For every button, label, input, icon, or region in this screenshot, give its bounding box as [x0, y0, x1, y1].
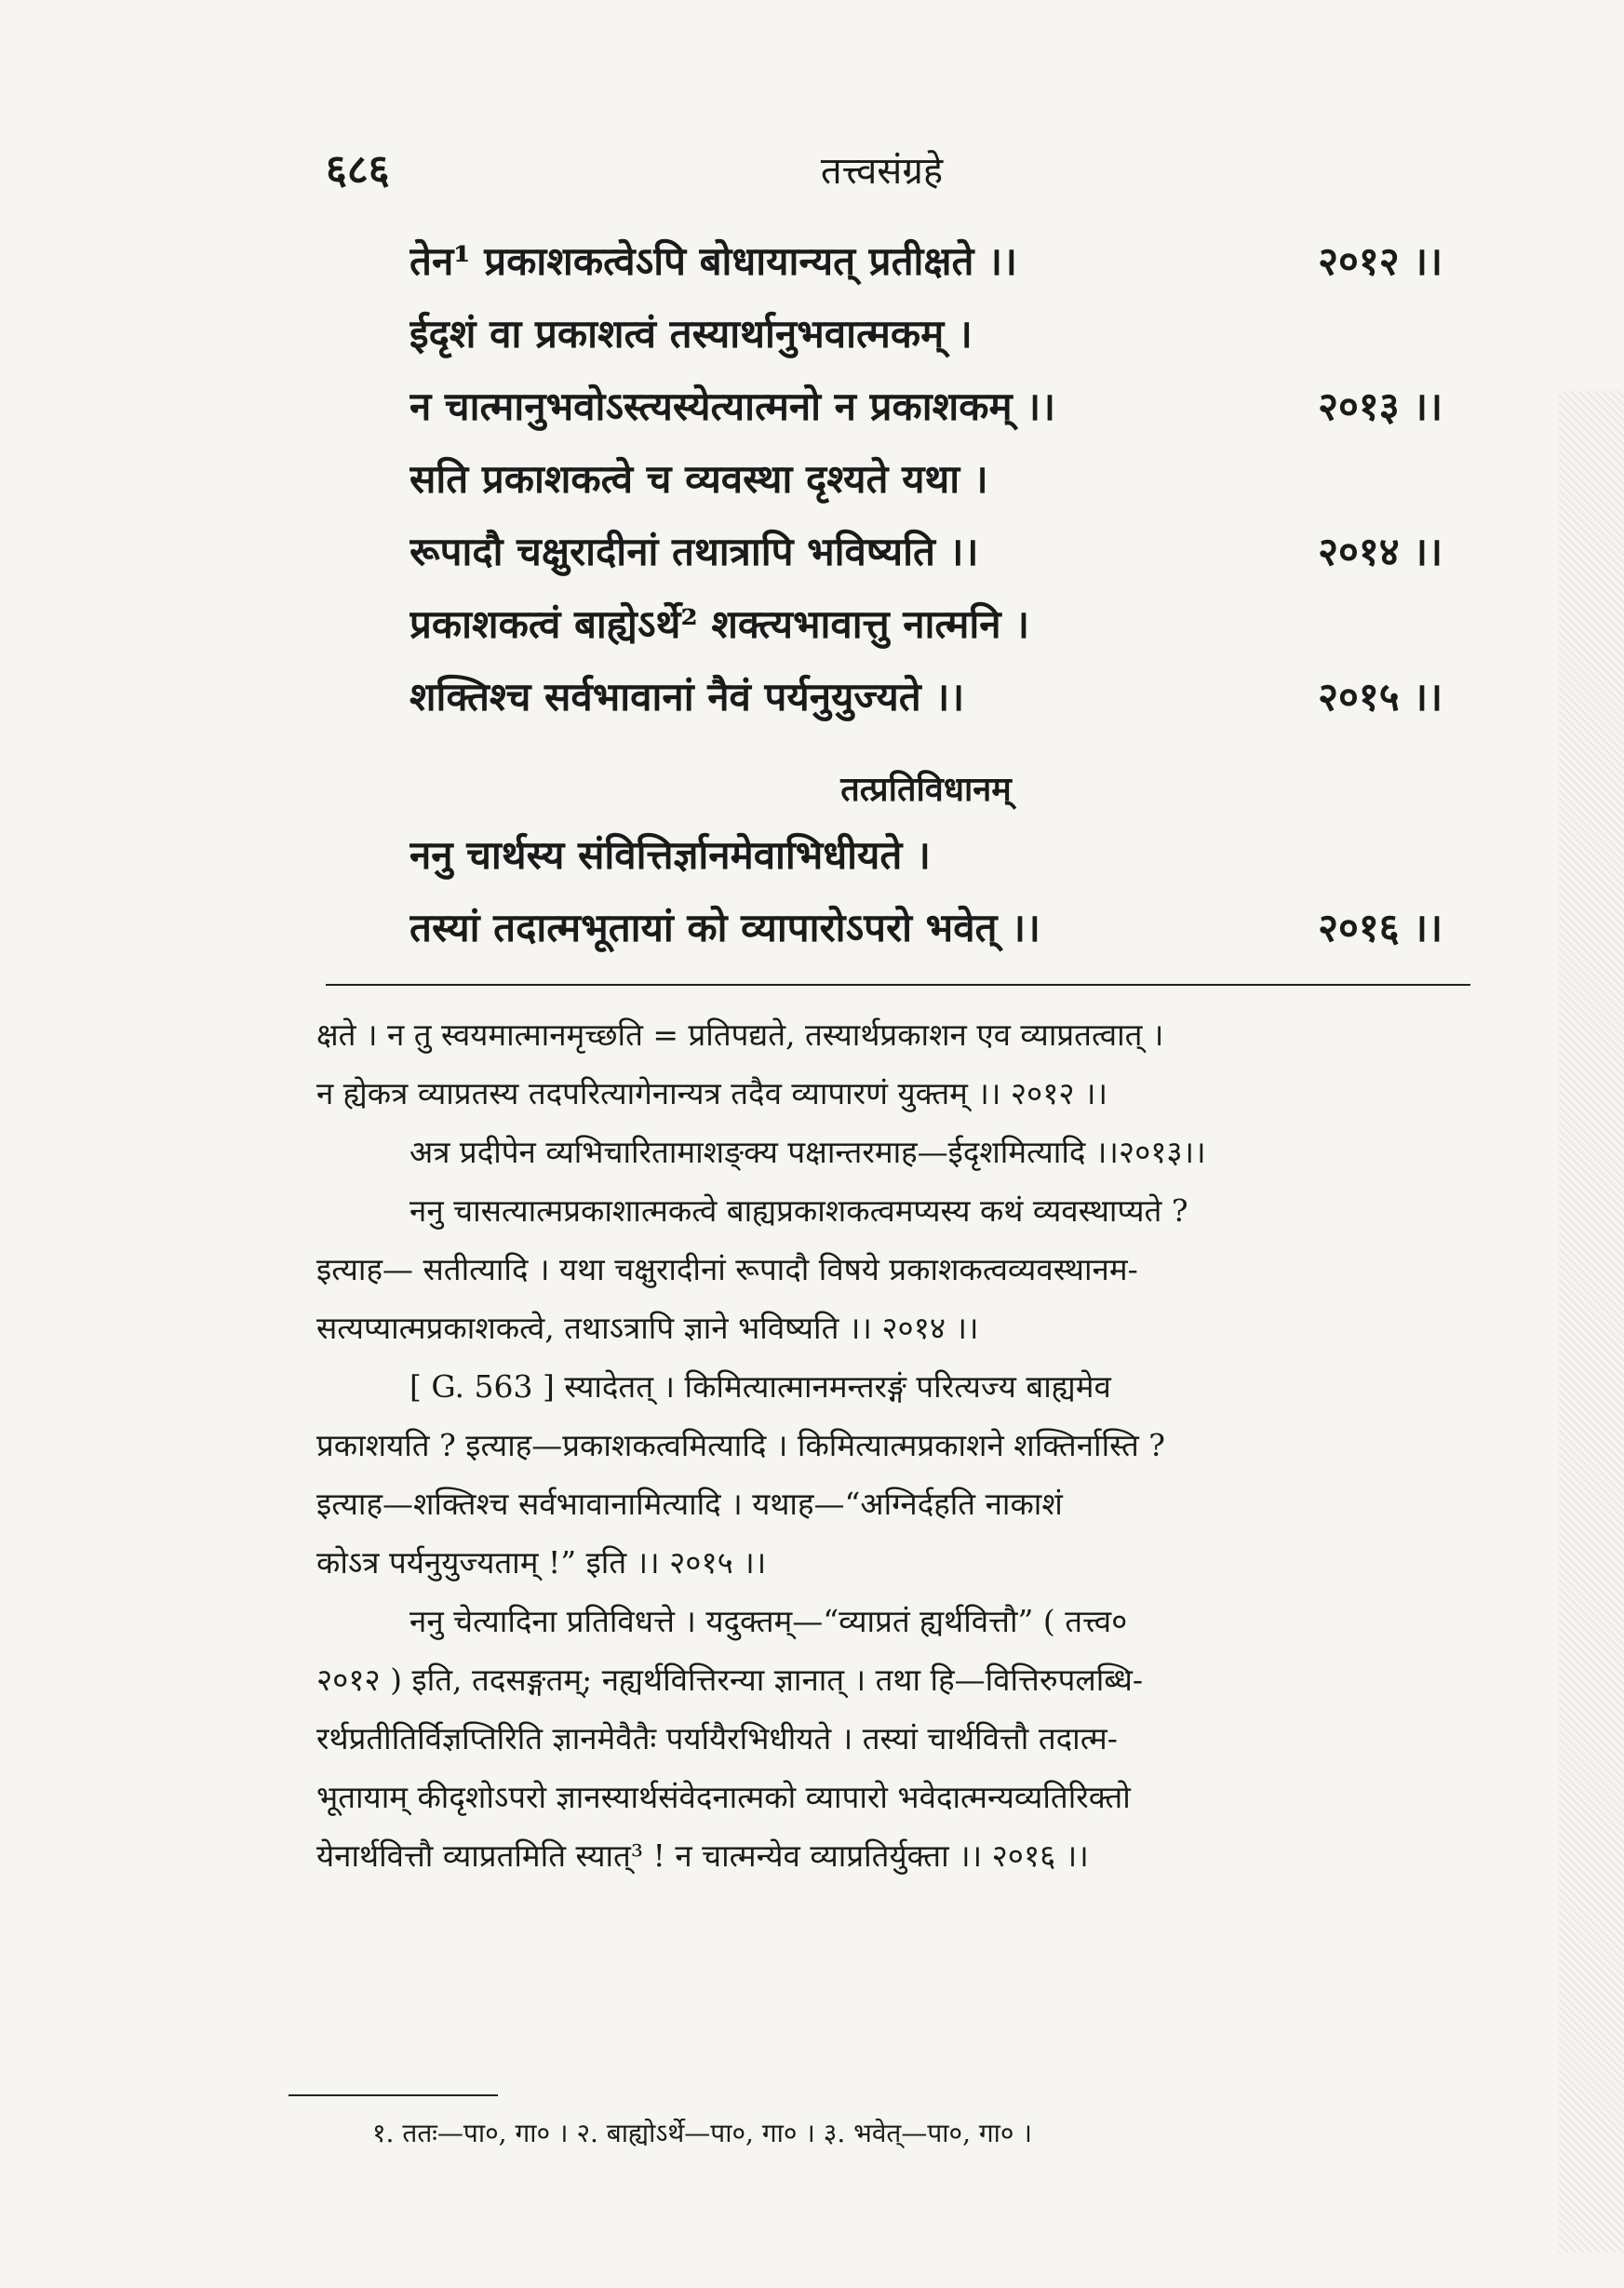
- running-title: तत्त्वसंग्रहे: [820, 150, 944, 193]
- page-header: [326, 140, 1438, 205]
- footnotes: १. ततः—पा०, गा० । २. बाह्योऽर्थे—पा०, गा० । ३. भवेत्—पा०, गा० ।: [372, 2118, 1032, 2148]
- verse-line: [409, 370, 1443, 443]
- commentary-line: ननु चासत्यात्मप्रकाशात्मकत्वे बाह्यप्रकाशकत्वमप्यस्य कथं व्यवस्थाप्यते ?: [409, 1192, 1188, 1229]
- verse-text: ननु चार्थस्य संवित्तिर्ज्ञानमेवाभिधीयते ।: [409, 832, 931, 878]
- verse-line: [409, 516, 1443, 588]
- verse-line: [409, 588, 1443, 661]
- footnote-rule: [289, 2094, 498, 2096]
- verse-line: [409, 819, 1443, 892]
- commentary-line: इत्याह—शक्तिश्च सर्वभावानामित्यादि । यथाह—“अग्निर्दहति नाकाशं: [316, 1486, 1063, 1522]
- verse-number: २०१५ ।।: [1318, 674, 1443, 720]
- verse-block-2: [409, 819, 1443, 964]
- page-number: ६८६: [326, 146, 390, 194]
- commentary-line: न ह्येकत्र व्याप्रतस्य तदपरित्यागेनान्यत्र तदैव व्यापारणं युक्तम् ।। २०१२ ।।: [316, 1075, 1108, 1111]
- verse-text: ईदृशं वा प्रकाशत्वं तस्यार्थानुभवात्मकम् ।: [409, 311, 973, 357]
- commentary-line: भूतायाम् कीदृशोऽपरो ज्ञानस्यार्थसंवेदनात्मको व्यापारो भवेदात्मन्यव्यतिरिक्तो: [316, 1779, 1131, 1815]
- commentary-line: [ G. 563 ] स्यादेतत् । किमित्यात्मानमन्तरङ्गं परित्यज्य बाह्यमेव: [409, 1368, 1111, 1405]
- commentary-line: ननु चेत्यादिना प्रतिविधत्ते । यदुक्तम्—“व्याप्रतं ह्यर्थवित्तौ” ( तत्त्व०: [409, 1603, 1128, 1639]
- commentary-line: सत्यप्यात्मप्रकाशकत्वे, तथाऽत्रापि ज्ञाने भविष्यति ।। २०१४ ।।: [316, 1310, 979, 1346]
- verse-line: [409, 661, 1443, 734]
- verse-text: तस्यां तदात्मभूतायां को व्यापारोऽपरो भवेत् ।।: [409, 905, 1040, 950]
- commentary-block: [316, 1005, 1470, 1885]
- verse-text: रूपादौ चक्षुरादीनां तथात्रापि भविष्यति ।।: [409, 529, 979, 574]
- commentary-line: क्षते । न तु स्वयमात्मानमृच्छति = प्रतिपद्यते, तस्यार्थप्रकाशन एव व्याप्रतत्वात् ।: [316, 1016, 1164, 1053]
- verse-number: २०१३ ।।: [1318, 384, 1443, 429]
- commentary-line: प्रकाशयति ? इत्याह—प्रकाशकत्वमित्यादि । किमित्यात्मप्रकाशने शक्तिर्नास्ति ?: [316, 1427, 1165, 1463]
- verse-text: शक्तिश्च सर्वभावानां नैवं पर्यनुयुज्यते ।।: [409, 674, 965, 720]
- commentary-line: अत्र प्रदीपेन व्यभिचारितामाशङ्क्य पक्षान्तरमाह—ईदृशमित्यादि ।।२०१३।।: [409, 1134, 1206, 1170]
- scan-edge-speckle: [1559, 391, 1624, 2253]
- section-heading: तत्प्रतिविधानम्: [840, 770, 1012, 809]
- verse-text: तेन¹ प्रकाशकत्वेऽपि बोधायान्यत् प्रतीक्षते ।।: [409, 238, 1017, 284]
- commentary-line: येनार्थवित्तौ व्याप्रतमिति स्यात्³ ! न चात्मन्येव व्याप्रतिर्युक्ता ।। २०१६ ।।: [316, 1837, 1089, 1874]
- verse-block: [409, 225, 1443, 734]
- commentary-line: कोऽत्र पर्यनुयुज्यताम् !” इति ।। २०१५ ।।: [316, 1544, 767, 1581]
- verse-line: [409, 892, 1443, 964]
- commentary-line: इत्याह— सतीत्यादि । यथा चक्षुरादीनां रूपादौ विषये प्रकाशकत्वव्यवस्थानम-: [316, 1251, 1138, 1287]
- verse-text: सति प्रकाशकत्वे च व्यवस्था दृश्यते यथा ।: [409, 456, 988, 502]
- commentary-line: २०१२ ) इति, तदसङ्गतम्; नह्यर्थवित्तिरन्या ज्ञानात् । तथा हि—वित्तिरुपलब्धि-: [316, 1662, 1144, 1698]
- verse-number: २०१४ ।।: [1318, 529, 1443, 574]
- horizontal-rule: [326, 984, 1470, 986]
- verse-number: २०१६ ।।: [1318, 905, 1443, 950]
- verse-line: [409, 443, 1443, 516]
- verse-text: न चात्मानुभवोऽस्त्यस्येत्यात्मनो न प्रकाशकम् ।।: [409, 384, 1056, 429]
- verse-number: २०१२ ।।: [1318, 238, 1443, 284]
- commentary-line: रर्थप्रतीतिर्विज्ञप्तिरिति ज्ञानमेवैतैः पर्यायैरभिधीयते । तस्यां चार्थवित्तौ तदात्म-: [316, 1720, 1118, 1756]
- verse-text: प्रकाशकत्वं बाह्येऽर्थे² शक्त्यभावात्तु नात्मनि ।: [409, 601, 1030, 647]
- verse-line: [409, 225, 1443, 298]
- verse-line: [409, 298, 1443, 370]
